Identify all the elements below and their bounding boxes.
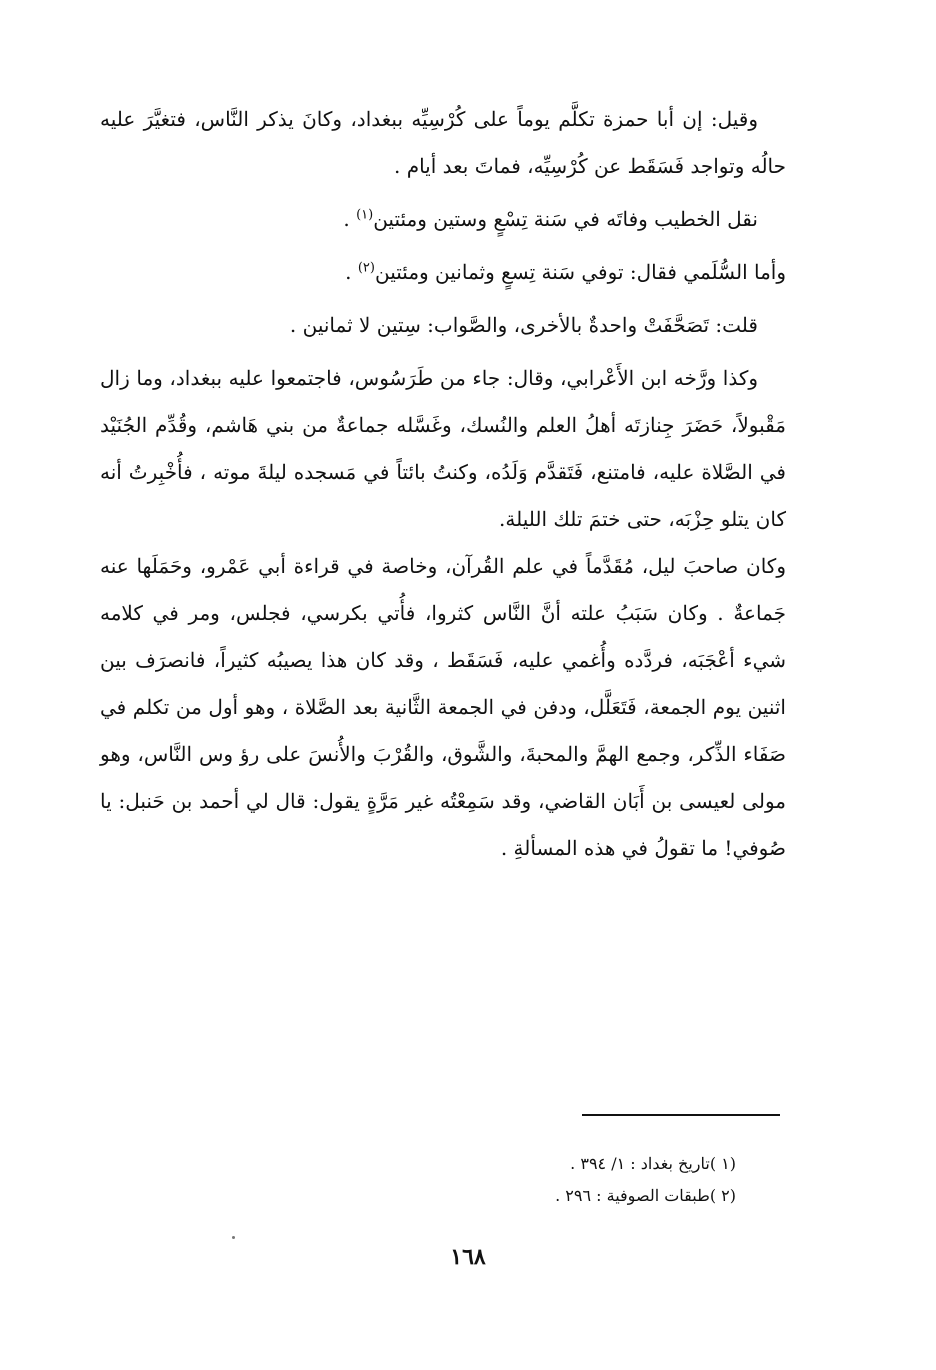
paragraph-1: [100, 96, 786, 190]
paragraph-2: [100, 196, 786, 243]
main-text: [100, 96, 786, 872]
footnote-2: (٢ )طبقات الصوفية : ٢٩٦ .: [555, 1186, 736, 1205]
paragraph-1-text: وقيل: إن أبا حمزة تكلَّم يوماً على كُرْسِيِّه ببغداد، وكانَ يذكر النَّاس، فتغيَّرَ عليه حالُه وتواجد فَسَقَط عن كُرْسِيِّه، فماتَ بعد أيام .: [100, 107, 786, 178]
paragraph-6: [100, 543, 786, 872]
paragraph-2-suffix: .: [343, 207, 357, 231]
paragraph-4: [100, 302, 786, 349]
paragraph-5: [100, 355, 786, 543]
paragraph-3-suffix: .: [345, 260, 358, 284]
paragraph-2-text: نقل الخطيب وفاتَه في سَنة تِسْعٍ وستين ومئتين: [373, 207, 758, 231]
page-number: ١٦٨: [450, 1244, 486, 1270]
footnote-divider: [582, 1114, 780, 1116]
footnote-mark-1: (١): [356, 207, 374, 223]
paragraph-3: [100, 249, 786, 296]
footnote-1: (١ )تاريخ بغداد : ١/ ٣٩٤ .: [570, 1154, 736, 1173]
paragraph-6-text: وكان صاحبَ ليل، مُقَدَّماً في علم القُرآن، وخاصة في قراءة أبي عَمْرو، وحَمَلَها عنه جَماعةٌ . وكان سَبَبُ علته أنَّ النَّاس كثروا، فأُتي بكرسي، فجلس، ومر في كلامه شيء أعْجَبَه، فردَّده وأُغمي عليه، فَسَقَط ، وقد كان هذا يصيبُه كثيراً، فانصرَف بين اثنين يوم الجمعة، فَتَعَلَّل، ودفن في الجمعة الثَّانية بعد الصَّلاة ، وهو أول من تكلم في صَفَاء الذِّكر، وجمع الهمَّ والمحبةَ، والشَّوق، والقُرْبَ والأُنسَ على رؤ وس النَّاس، وهو مولى لعيسى بن أَبَان القاضي، وقد سَمِعْتُه غير مَرَّةٍ يقول: قال لي أحمد بن حَنبل: يا صُوفي! ما تقولُ في هذه المسألةِ .: [100, 554, 786, 860]
paragraph-4-text: قلت: تَصَحَّفَتْ واحدةٌ بالأخرى، والصَّواب: سِتين لا ثمانين .: [289, 313, 758, 337]
footnote-mark-2: (٢): [357, 260, 375, 276]
scan-speck: [232, 1236, 235, 1239]
paragraph-3-text: وأما السُّلَمي فقال: توفي سَنة تِسعٍ وثمانين ومئتين: [374, 260, 786, 284]
paragraph-5-text: وكذا ورَّخه ابن الأَعْرابي، وقال: جاء من طَرَسُوس، فاجتمعوا عليه ببغداد، وما زال مَقْبولاً، حَضَرَ جِنازتَه أهلُ العلم والنُسك، وغَسَّله جماعةٌ من بني هَاشم، وقُدِّم الجُنَيْد في الصَّلاة عليه، فامتنع، فَتَقدَّم وَلَدُه، وكنتُ بائتاً في مَسجده ليلةَ موته ، فأُخْبِرتُ أنه كان يتلو حِزْبَه، حتى ختمَ تلك الليلة.: [100, 366, 786, 531]
footnotes: [380, 1148, 736, 1212]
